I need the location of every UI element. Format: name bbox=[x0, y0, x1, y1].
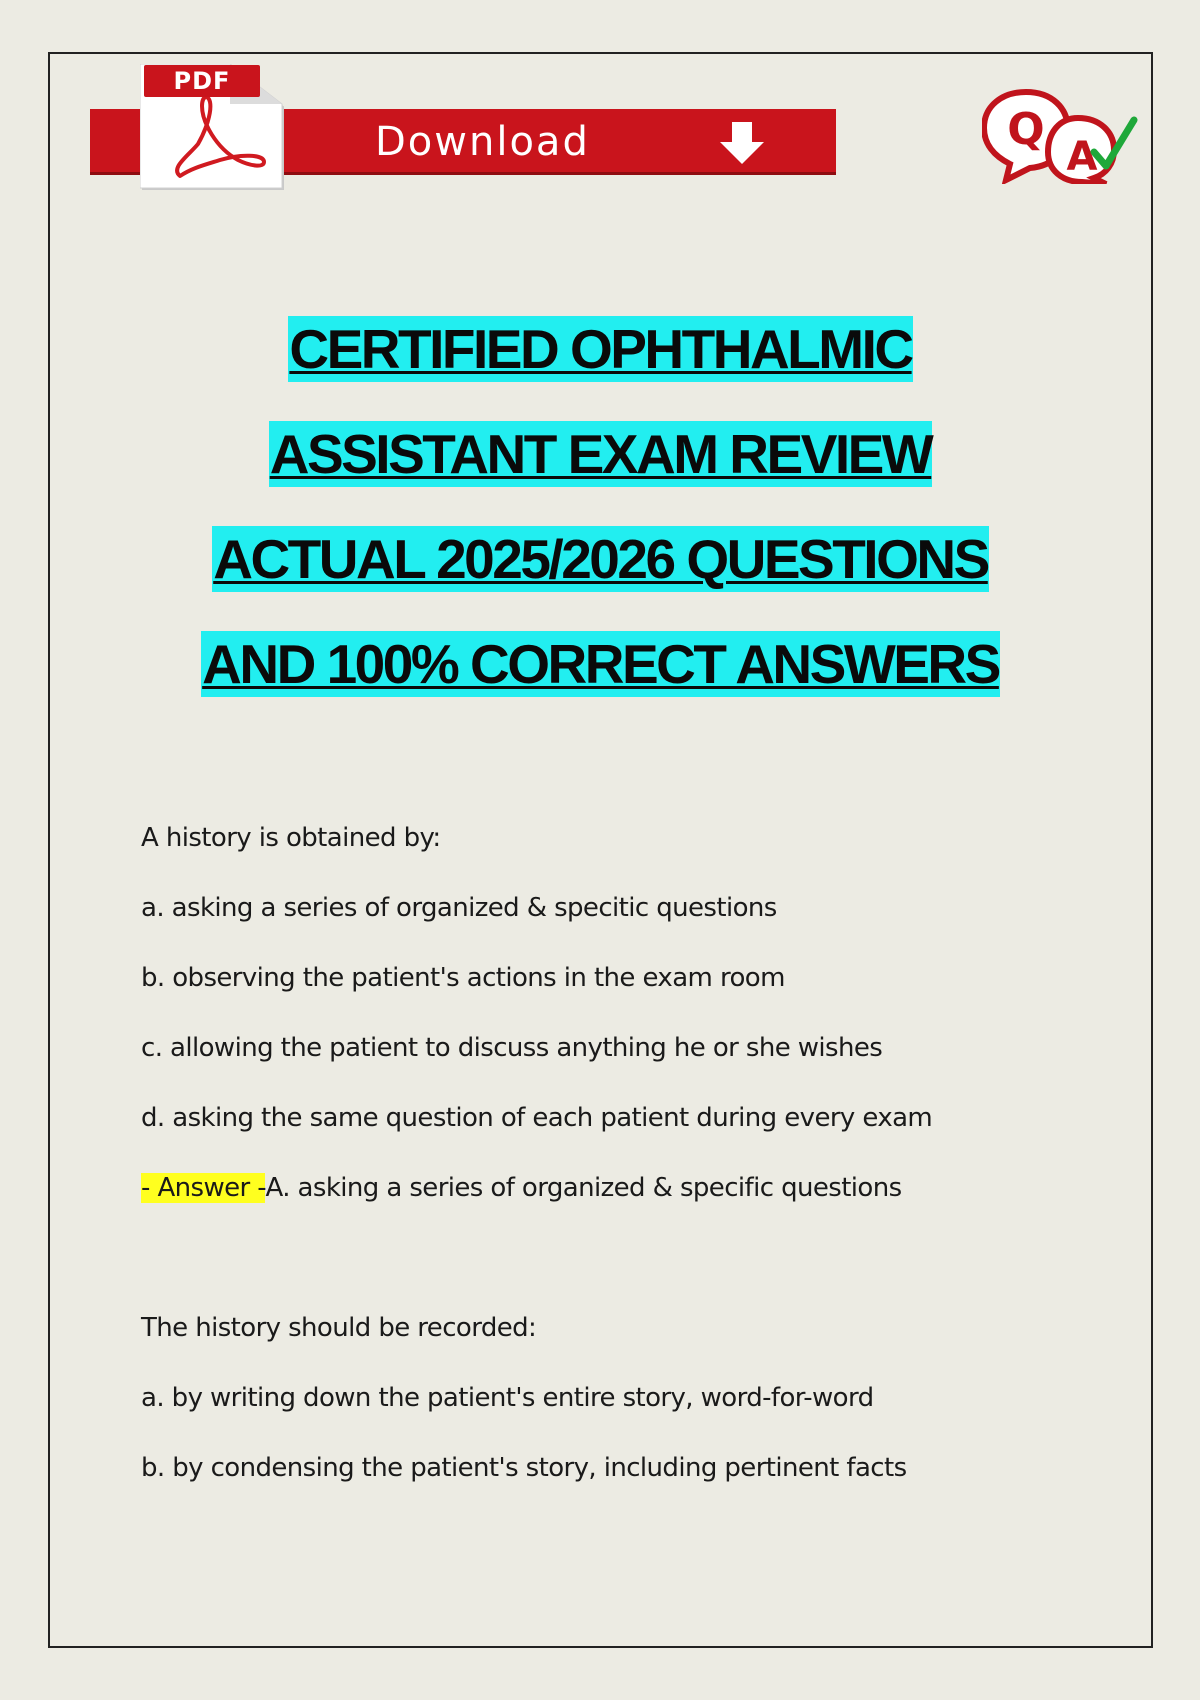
question-item bbox=[141, 1308, 1121, 1518]
pdf-tab-label: PDF bbox=[144, 65, 260, 97]
answer-text: A. asking a series of organized & specific questions bbox=[265, 1173, 902, 1203]
question-prompt: The history should be recorded: bbox=[141, 1313, 537, 1343]
pdf-download-banner[interactable] bbox=[90, 64, 836, 190]
title-line: ASSISTANT EXAM REVIEW bbox=[269, 423, 932, 485]
document-title bbox=[48, 316, 1153, 736]
answer-option: b. by condensing the patient's story, including pertinent facts bbox=[141, 1453, 907, 1483]
title-line: ACTUAL 2025/2026 QUESTIONS bbox=[213, 528, 988, 590]
answer-option: a. asking a series of organized & specitic questions bbox=[141, 893, 777, 923]
qa-logo-q: Q bbox=[1007, 104, 1045, 155]
answer-tag: - Answer - bbox=[141, 1173, 266, 1203]
answer-option: b. observing the patient's actions in the exam room bbox=[141, 963, 785, 993]
title-line: AND 100% CORRECT ANSWERS bbox=[202, 633, 999, 695]
answer-option: a. by writing down the patient's entire story, word-for-word bbox=[141, 1383, 874, 1413]
correct-answer bbox=[141, 1168, 1121, 1238]
pdf-file-icon bbox=[140, 64, 284, 190]
title-line: CERTIFIED OPHTHALMIC bbox=[289, 318, 912, 380]
answer-option: c. allowing the patient to discuss anything he or she wishes bbox=[141, 1033, 883, 1063]
qa-logo-a: A bbox=[1066, 134, 1098, 180]
download-label[interactable]: Download bbox=[375, 119, 590, 165]
question-list bbox=[141, 818, 1121, 1518]
answer-option: d. asking the same question of each patient during every exam bbox=[141, 1103, 933, 1133]
question-prompt: A history is obtained by: bbox=[141, 823, 441, 853]
arrow-down-icon bbox=[716, 118, 768, 170]
question-item bbox=[141, 818, 1121, 1238]
qa-logo bbox=[982, 84, 1138, 184]
question-spacer bbox=[141, 1238, 1121, 1308]
